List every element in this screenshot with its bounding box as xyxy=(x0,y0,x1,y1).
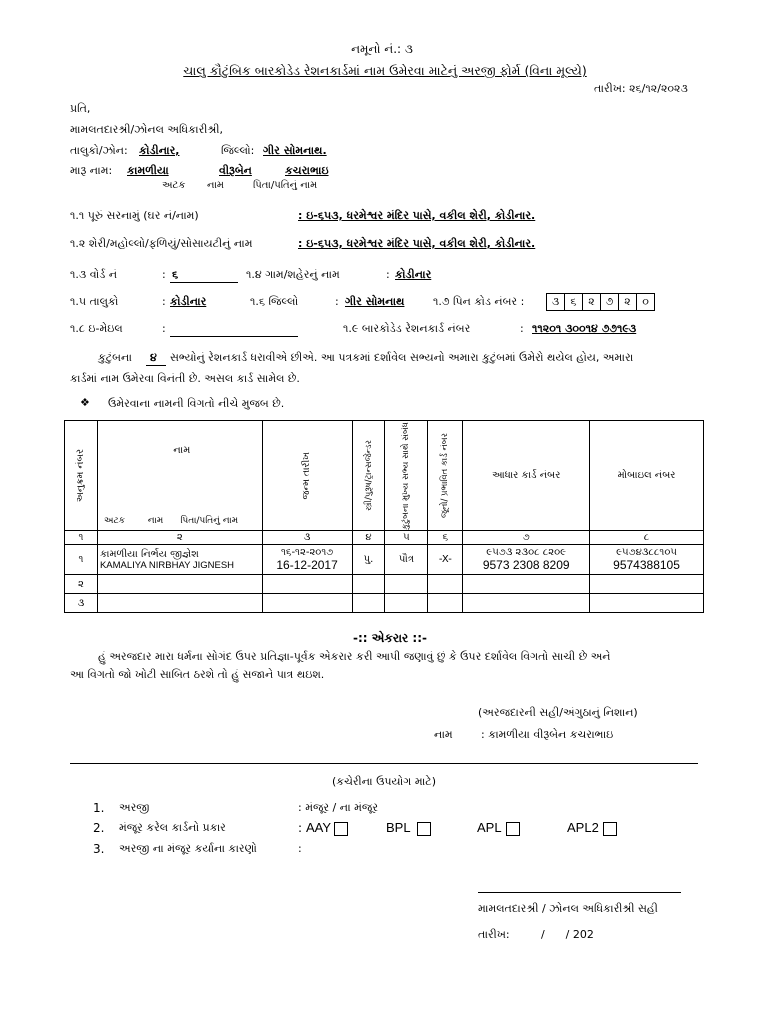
table-row xyxy=(65,575,704,594)
form-number: નમૂનો નં.: ૩ xyxy=(351,42,413,56)
column-number: ૩ xyxy=(262,531,352,545)
pincode-digit: ૬ xyxy=(565,294,583,310)
column-number-row xyxy=(65,531,704,545)
section-divider xyxy=(70,763,698,764)
village-label: ૧.૪ ગામ/શહેરનું નામ xyxy=(246,268,340,281)
column-number: ૮ xyxy=(590,531,704,545)
header-name-sub: અટક નામ પિતા/પતિનું નામ xyxy=(103,516,239,526)
bullet-icon: ❖ xyxy=(80,396,90,409)
district-field-label: ૧.૬ જિલ્લો xyxy=(250,295,299,308)
item2-label: મંજૂર કરેલ કાર્ડનો પ્રકાર xyxy=(119,821,226,834)
item1-number: 1. xyxy=(93,801,105,815)
name-caption: નામ xyxy=(207,180,224,191)
applicant-name-value: : કામળીયા વીરૂબેન કચરાભાઇ xyxy=(481,728,614,741)
row-serial: ૩ xyxy=(65,594,98,613)
surname-caption: અટક xyxy=(162,180,186,191)
bullet-text: ઉમેરવાના નામની વિગતો નીચે મુજબ છે. xyxy=(108,397,285,410)
office-use-heading: (કચેરીના ઉપયોગ માટે) xyxy=(332,775,436,788)
district-field-value: ગીર સોમનાથ xyxy=(345,295,405,308)
column-number: ૬ xyxy=(428,531,463,545)
fathername-value: કચરાભાઇ xyxy=(285,164,329,177)
card-type-apl2-label: APL2 xyxy=(567,820,599,835)
pincode-boxes xyxy=(546,293,655,311)
member-count-underline xyxy=(146,365,166,366)
address-label: ૧.૧ પૂરું સરનામું (ઘર નં/નામ) xyxy=(70,209,199,222)
header-dob: જન્મ તારીખ xyxy=(301,451,313,500)
card-type-apl2-checkbox[interactable] xyxy=(567,820,617,836)
village-value: કોડીનાર xyxy=(395,268,432,281)
header-gender: સ્ત્રી/પુરૂષ/ટ્રાન્સજેન્ડર xyxy=(363,440,374,511)
checkbox-icon xyxy=(603,822,617,836)
member-name-english: KAMALIYA NIRBHAY JIGNESH xyxy=(99,559,235,571)
member-mobile-gujarati: ૯૫૭૪૩૮૮૧૦૫ xyxy=(616,547,677,558)
pincode-digit: ૨ xyxy=(583,294,601,310)
father-caption: પિતા/પતિનું નામ xyxy=(253,180,318,191)
ward-underline xyxy=(170,282,238,283)
street-value: : ઇ-૬૫૩, ધરમેશ્વર મંદિર પાસે, વકીલ શેરી, કોડીનાર. xyxy=(298,237,536,250)
ward-value: ૬ xyxy=(172,268,179,281)
ration-card-value: ૧૧૨૦૧ ૩૦૦૧૪ ૭૭૧૯૩ xyxy=(532,322,637,335)
para-line1-rest: સભ્યોનું રેશનકાર્ડ ધરાવીએ છીએ. આ પત્રકમાં દર્શાવેલ સભ્યનો અમારા કુટુંબમાં ઉમેરો થયેલ હોય, અમારા xyxy=(170,351,634,364)
street-label: ૧.૨ શેરી/મહોલ્લો/ફળિયું/સોસાયટીનું નામ xyxy=(70,237,253,250)
card-type-aay-label: AAY xyxy=(306,820,332,835)
column-number: ૨ xyxy=(97,531,262,545)
office-date-label: તારીખ: xyxy=(478,928,510,941)
item3-colon: : xyxy=(298,842,302,855)
member-gender: પુ. xyxy=(352,545,385,575)
item3-label: અરજી ના મંજૂર કર્યાના કારણો xyxy=(119,842,257,855)
pincode-digit: ૨ xyxy=(619,294,637,310)
member-aadhaar-gujarati: ૯૫૭૩ ૨૩૦૮ ૮૨૦૯ xyxy=(486,547,567,558)
officer-text: મામલતદારશ્રી/ઝોનલ અધિકારીશ્રી, xyxy=(70,123,224,136)
myname-label: મારૂ નામ: xyxy=(70,164,113,177)
taluka-field-value: કોડીનાર xyxy=(170,295,207,308)
checkbox-icon xyxy=(334,822,348,836)
email-colon: : xyxy=(162,322,166,335)
member-name-gujarati: કામળીયા નિર્ભય જીજ્ઞેશ xyxy=(99,548,199,560)
header-relation: કુટુંબના મુખ્ય સભ્ય સાથે સંબંધ xyxy=(401,421,412,530)
form-title: ચાલુ કૌટુંબિક બારકોડેડ રેશનકાર્ડમાં નામ ઉમેરવા માટેનું અરજી ફોર્મ (વિના મૂલ્યે) xyxy=(183,63,587,78)
header-aadhaar: આધાર કાર્ડ નંબર xyxy=(463,421,590,531)
table-header-row xyxy=(65,421,704,531)
taluka-field-label: ૧.૫ તાલુકો xyxy=(70,295,119,308)
header-name: નામ xyxy=(173,445,191,456)
pincode-digit: ૩ xyxy=(547,294,565,310)
applicant-name-label: નામ xyxy=(434,728,453,741)
card-type-bpl-label: BPL xyxy=(386,820,411,835)
member-prev-card: -X- xyxy=(428,545,463,575)
header-mobile: મોબાઇલ નંબર xyxy=(590,421,704,531)
card-type-aay-checkbox[interactable] xyxy=(306,820,348,836)
signature-label: (અરજદારની સહી/અંગુઠાનું નિશાન) xyxy=(478,706,638,719)
district-value: ગીર સોમનાથ. xyxy=(263,144,327,157)
taluka-value: કોડીનાર, xyxy=(139,144,180,157)
district-field-colon: : xyxy=(335,295,339,308)
form-date: તારીખ: ૨૬/૧૨/૨૦૨૩ xyxy=(594,82,688,95)
officer-signature-line xyxy=(478,892,681,893)
ward-label: ૧.૩ વોર્ડ નં xyxy=(70,268,118,281)
item2-number: 2. xyxy=(93,821,105,835)
checkbox-icon xyxy=(417,822,431,836)
member-relation: પૌત્ર xyxy=(385,545,428,575)
village-colon: : xyxy=(386,268,390,281)
row-serial: ૧ xyxy=(65,545,98,575)
para-line1-start: કુટુંબના xyxy=(98,351,132,364)
card-type-apl-label: APL xyxy=(477,820,502,835)
officer-signature-label: મામલતદારશ્રી / ઝોનલ અધિકારીશ્રી સહી xyxy=(478,902,658,915)
pincode-digit: ૭ xyxy=(601,294,619,310)
checkbox-icon xyxy=(506,822,520,836)
table-row xyxy=(65,594,704,613)
member-dob-gujarati: ૧૬-૧૨-૨૦૧૭ xyxy=(280,547,334,558)
column-number: ૭ xyxy=(463,531,590,545)
members-table xyxy=(64,420,704,613)
ration-card-label: ૧.૯ બારકોડેડ રેશનકાર્ડ નંબર xyxy=(343,322,471,335)
member-mobile-english: 9574388105 xyxy=(613,558,680,572)
column-number: ૫ xyxy=(385,531,428,545)
taluka-label: તાલુકો/ઝોન: xyxy=(70,144,128,157)
email-underline xyxy=(170,336,298,337)
pincode-digit: ૦ xyxy=(642,295,649,308)
surname-value: કામળીયા xyxy=(127,164,169,177)
column-number: ૪ xyxy=(352,531,385,545)
taluka-field-colon: : xyxy=(162,295,166,308)
item3-number: 3. xyxy=(93,842,105,856)
member-aadhaar-english: 9573 2308 8209 xyxy=(482,558,570,572)
prati-text: પ્રતિ, xyxy=(70,102,91,115)
row-serial: ૨ xyxy=(65,575,98,594)
member-dob-english: 16-12-2017 xyxy=(276,558,338,572)
firstname-value: વીરૂબેન xyxy=(219,164,252,177)
header-serial: અનુક્રમ નંબર xyxy=(74,448,86,503)
ration-card-colon: : xyxy=(520,322,524,335)
column-number: ૧ xyxy=(65,531,98,545)
item2-colon: : xyxy=(298,821,303,835)
pincode-label: ૧.૭ પિન કોડ નંબર : xyxy=(433,295,525,308)
card-type-apl-checkbox[interactable] xyxy=(477,820,520,836)
declaration-line1: હું અરજદાર મારા ધર્મના સોગંદ ઉપર પ્રતિજ્ઞા-પૂર્વક એકરાર કરી આપી જણાવું છું કે ઉપર દર્શાવેલ વિગતો સાચી છે અને xyxy=(98,650,611,663)
address-value: : ઇ-૬૫૩, ધરમેશ્વર મંદિર પાસે, વકીલ શેરી, કોડીનાર. xyxy=(298,209,536,222)
office-date-value: / / 202 xyxy=(541,928,594,941)
declaration-line2: આ વિગતો જો ખોટી સાબિત ઠરશે તો હું સજાને પાત્ર થઇશ. xyxy=(70,668,325,681)
ward-colon: : xyxy=(162,268,166,281)
email-label: ૧.૮ ઇ-મેઇલ xyxy=(70,322,123,335)
declaration-heading: -:: એકરાર ::- xyxy=(353,631,427,645)
item1-value: : મંજૂર / ના મંજૂર xyxy=(298,801,379,814)
header-prev-card: જૂનો/ પ્રભાવિત કાર્ડ નંબર xyxy=(440,432,451,519)
district-label: જિલ્લો: xyxy=(221,144,255,157)
item1-label: અરજી xyxy=(119,801,150,814)
table-row xyxy=(65,545,704,575)
card-type-bpl-checkbox[interactable] xyxy=(386,820,431,836)
para-line2: કાર્ડમાં નામ ઉમેરવા વિનંતી છે. અસલ કાર્ડ સામેલ છે. xyxy=(70,372,300,385)
member-count: ૪ xyxy=(150,351,157,364)
